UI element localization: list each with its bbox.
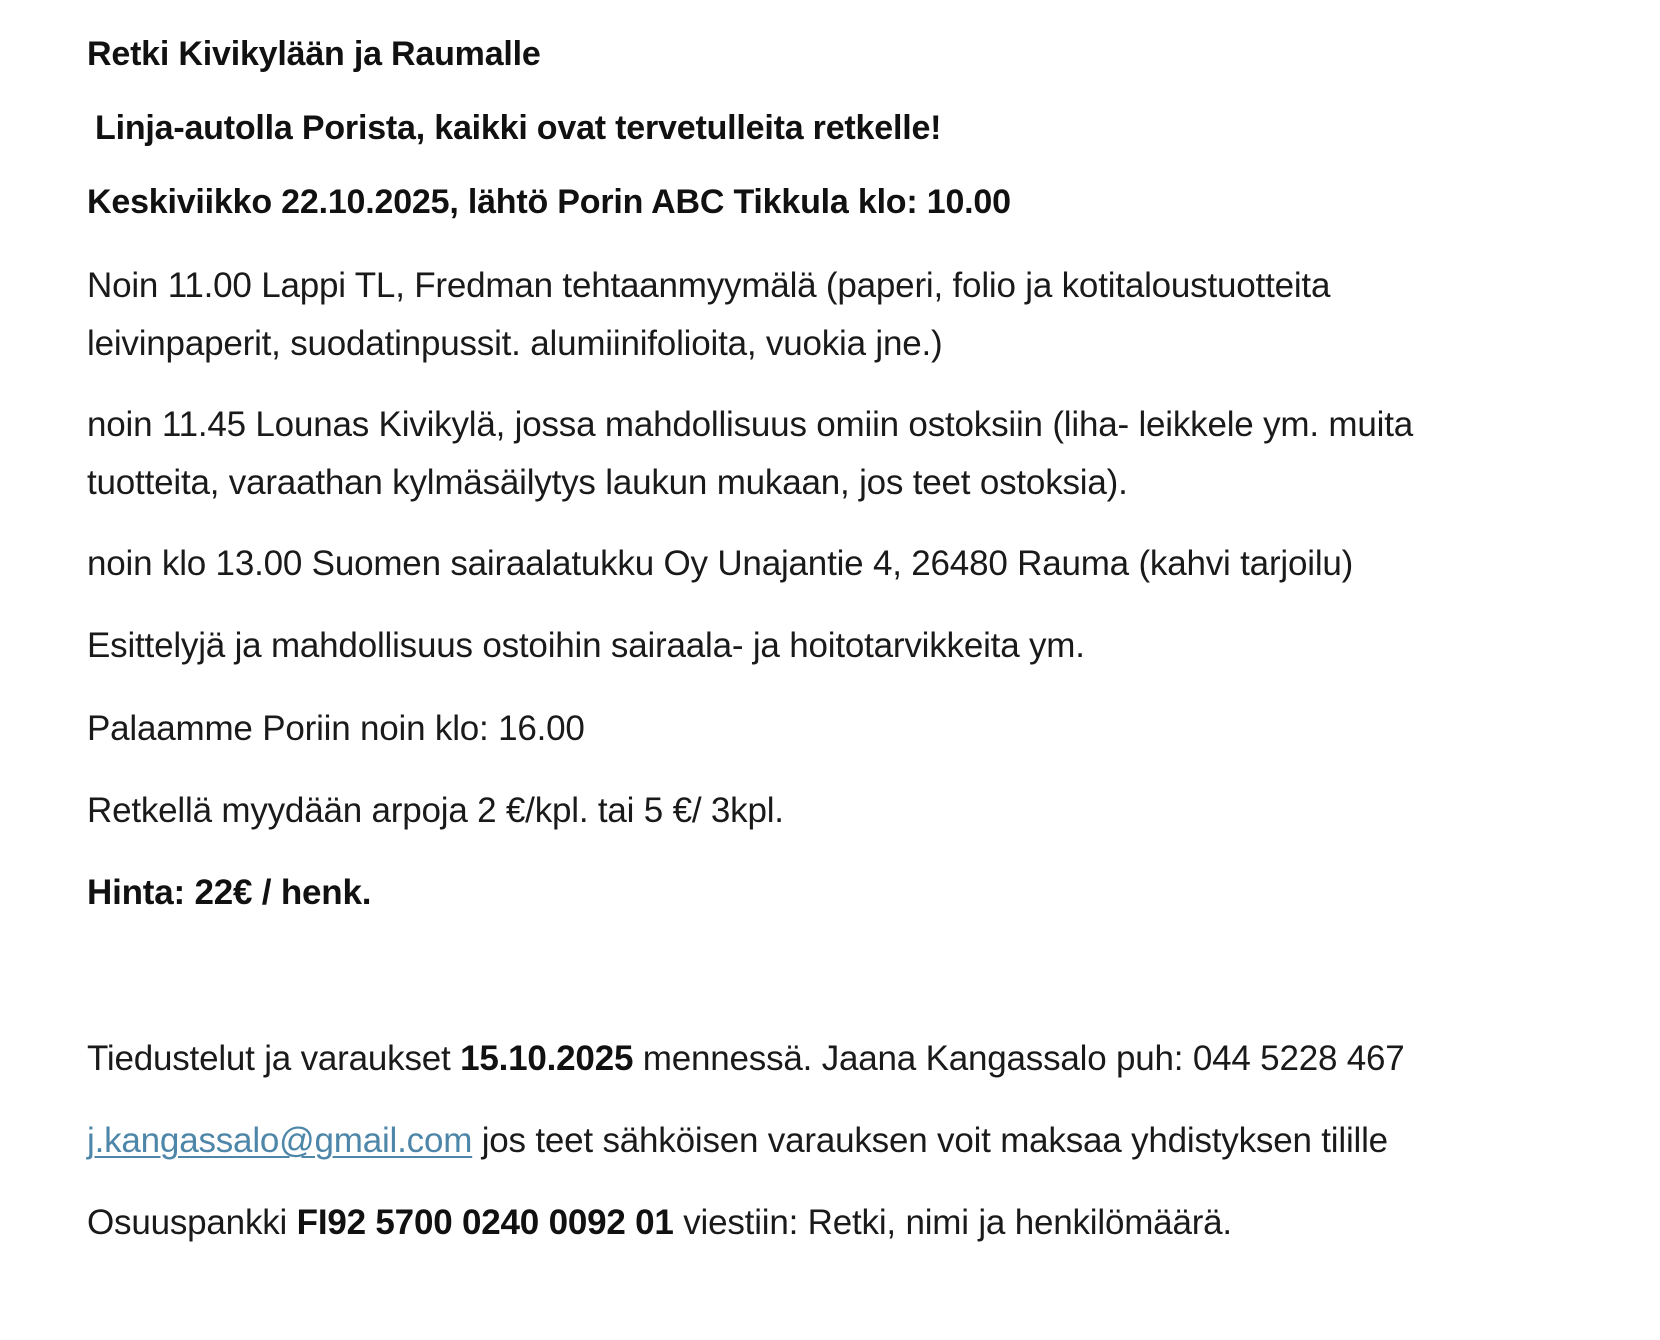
bank-line <box>87 1201 1232 1245</box>
email-link[interactable]: j.kangassalo@gmail.com <box>87 1121 473 1160</box>
bank-name: Osuuspankki <box>87 1203 297 1242</box>
contact-suffix: mennessä. Jaana Kangassalo puh: 044 5228 467 <box>633 1039 1405 1078</box>
email-line <box>87 1119 1388 1163</box>
demos-text: Esittelyjä ja mahdollisuus ostoihin sairaala- ja hoitotarvikkeita ym. <box>87 626 1085 665</box>
stop1-line2: leivinpaperit, suodatinpussit. alumiinifolioita, vuokia jne.) <box>87 324 943 363</box>
bank-iban: FI92 5700 0240 0092 01 <box>296 1203 674 1242</box>
contact-line <box>87 1037 1405 1081</box>
departure-info: Keskiviikko 22.10.2025, lähtö Porin ABC Tikkula klo: 10.00 <box>87 183 1011 221</box>
bank-message: viestiin: Retki, nimi ja henkilömäärä. <box>673 1203 1232 1242</box>
contact-prefix: Tiedustelut ja varaukset <box>87 1039 461 1078</box>
email-line-text: jos teet sähköisen varauksen voit maksaa yhdistyksen tilille <box>472 1121 1388 1160</box>
stop1-line1: Noin 11.00 Lappi TL, Fredman tehtaanmyymälä (paperi, folio ja kotitaloustuotteita <box>87 266 1331 305</box>
raffle-info: Retkellä myydään arpoja 2 €/kpl. tai 5 €/ 3kpl. <box>87 791 784 830</box>
return-time: Palaamme Poriin noin klo: 16.00 <box>87 709 585 748</box>
stop2-line1: noin 11.45 Lounas Kivikylä, jossa mahdollisuus omiin ostoksiin (liha- leikkele ym. muita <box>87 405 1413 444</box>
price: Hinta: 22€ / henk. <box>87 873 372 912</box>
subtitle: Linja-autolla Porista, kaikki ovat tervetulleita retkelle! <box>95 109 942 147</box>
contact-deadline: 15.10.2025 <box>460 1039 634 1078</box>
title: Retki Kivikylään ja Raumalle <box>87 35 541 73</box>
stop3: noin klo 13.00 Suomen sairaalatukku Oy Unajantie 4, 26480 Rauma (kahvi tarjoilu) <box>87 544 1354 583</box>
stop2-line2: tuotteita, varaathan kylmäsäilytys laukun mukaan, jos teet ostoksia). <box>87 463 1128 502</box>
